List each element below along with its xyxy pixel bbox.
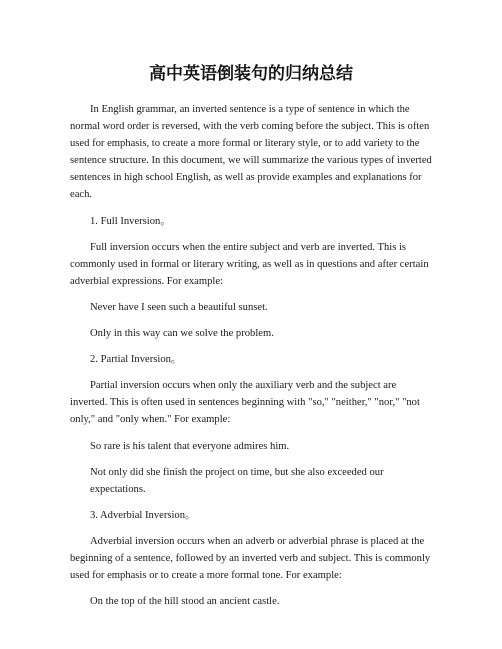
section-heading-full-inversion: 1. Full Inversion。: [90, 215, 171, 227]
example-sentence: On the top of the hill stood an ancient castle.: [90, 596, 280, 608]
example-sentence: Only in this way can we solve the problem.: [90, 328, 274, 340]
section-body-adverbial-inversion: Adverbial inversion occurs when an adverb or adverbial phrase is placed at the beginning of a sentence, followed by an inverted verb and subject. This is commonly used for emphasis or to create a more formal tone. For example:: [70, 535, 431, 582]
example-sentence: Not only did she finish the project on time, but she also exceeded our expectations.: [90, 466, 384, 495]
example-sentence: So rare is his talent that everyone admires him.: [90, 440, 290, 452]
intro-paragraph: In English grammar, an inverted sentence is a type of sentence in which the normal word order is reversed, with the verb coming before the subject. This is often used for emphasis, to create a more formal or literary style, or to add variety to the sentence structure. In this document, we will summarize the various types of inverted sentences in high school English, as well as provide examples and explanations for each.: [70, 104, 432, 201]
section-heading-partial-inversion: 2. Partial Inversion。: [90, 354, 182, 366]
section-body-partial-inversion: Partial inversion occurs when only the auxiliary verb and the subject are inverted. This is often used in sentences beginning with "so," "neither," "nor," "not only," and "only when." For example:: [70, 380, 420, 426]
example-sentence: Never have I seen such a beautiful sunset.: [90, 301, 268, 313]
section-heading-adverbial-inversion: 3. Adverbial Inversion。: [90, 509, 196, 521]
document-title: 高中英语倒装句的归纳总结: [149, 64, 353, 84]
document-body: [70, 101, 434, 619]
section-body-full-inversion: Full inversion occurs when the entire subject and verb are inverted. This is commonly used in formal or literary writing, as well as in questions and after certain adverbial expressions. For example:: [70, 241, 429, 287]
